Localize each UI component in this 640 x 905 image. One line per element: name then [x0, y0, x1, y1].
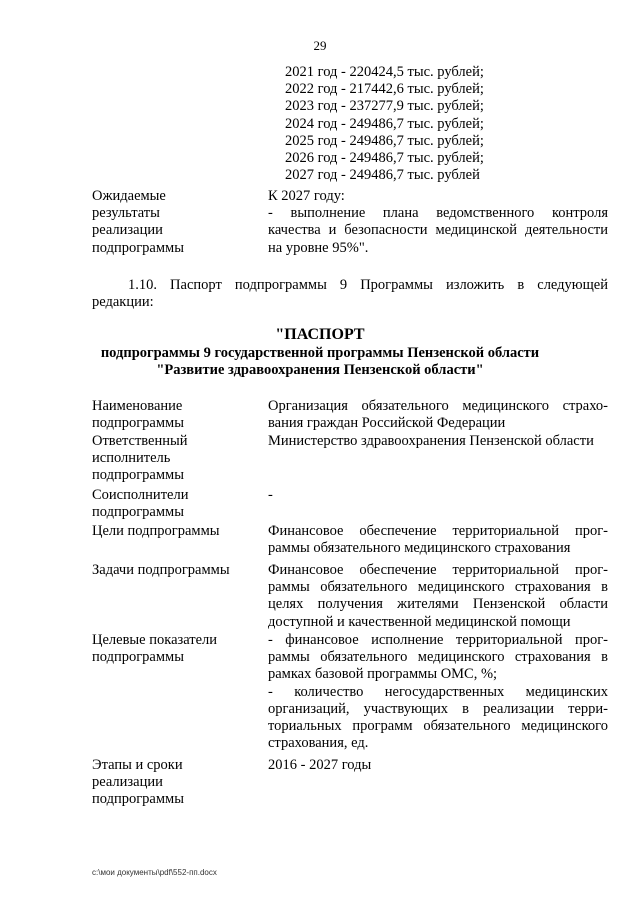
funding-line: 2025 год - 249486,7 тыс. рублей; — [285, 132, 484, 149]
funding-line: 2022 год - 217442,6 тыс. рублей; — [285, 81, 484, 98]
amendment-paragraph: 1.10. Паспорт подпрограммы 9 Программы изложить в следующей редакции: — [92, 277, 608, 311]
document-page: 29 2021 год - 220424,5 тыс. рублей; 2022 год - 217442,6 тыс. рублей; 2023 год - 237277,9 тыс. рублей; 2024 год - 249486,7 тыс. рублей; 2025 год - 249486,7 тыс. рублей; 2026 год - 249486,7 тыс. рублей; 2027 год - 249486,7 тыс. рублей Ожидаемые результаты реализации подпрограммы К 2027 году: - выполнение плана ведомственного контроля качества и безопасности медицинской деятельности на уровне 95%". 1.10. Паспорт подпрограммы 9 Программы изложить в следующей редакции: "ПАСПОРТ подпрограммы 9 государственной программы Пензенской области "Развитие здравоохранения Пензенской области" Наименование подпрограммы Организация обязательного медицинского страхо- вания граждан Российской Федерации Ответственный исполнитель подпрограммы Министерство здравоохранения Пензенской области Соисполнители подпрограммы - Цели подпрограммы Финансовое обеспечение территориальной прог- раммы обязательного медицинского страхования Задачи подпрограммы Финансовое обеспечение территориальной прог- раммы обязательного медицинского страхования в целях получения жителями Пензенской области доступной и качественной медицинской помощи Целевые показатели подпрограммы - финансовое исполнение территориальной прог- раммы обязательного медицинского страхования в рамках базовой программы ОМС, %; - количество негосударственных медицинских организаций, участвующих в реализации терри- ториальных программ обязательного медицинского страхования, ед. Этапы и сроки реализации подпрограммы 2016 - 2027 годы c:\мои документы\pdf\552-пп.docx — [0, 0, 640, 905]
funding-lines — [285, 64, 484, 184]
passport-title: "ПАСПОРТ — [275, 326, 365, 343]
funding-line: 2026 год - 249486,7 тыс. рублей; — [285, 150, 484, 167]
funding-line: 2027 год - 249486,7 тыс. рублей — [285, 167, 480, 184]
page-number: 29 — [313, 38, 327, 53]
passport-program-name: "Развитие здравоохранения Пензенской области" — [156, 362, 484, 378]
file-path-footer: c:\мои документы\pdf\552-пп.docx — [92, 868, 217, 877]
expected-results-label: Ожидаемые результаты реализации подпрограммы — [92, 188, 184, 256]
funding-line: 2024 год - 249486,7 тыс. рублей; — [285, 115, 484, 132]
funding-line: 2023 год - 237277,9 тыс. рублей; — [285, 98, 484, 115]
expected-results-value: К 2027 году: - выполнение плана ведомственного контроля качества и безопасности медицинской деятельности на уровне 95%". — [268, 188, 608, 256]
funding-line: 2021 год - 220424,5 тыс. рублей; — [285, 64, 484, 80]
passport-subtitle: подпрограммы 9 государственной программы Пензенской области — [100, 345, 540, 361]
